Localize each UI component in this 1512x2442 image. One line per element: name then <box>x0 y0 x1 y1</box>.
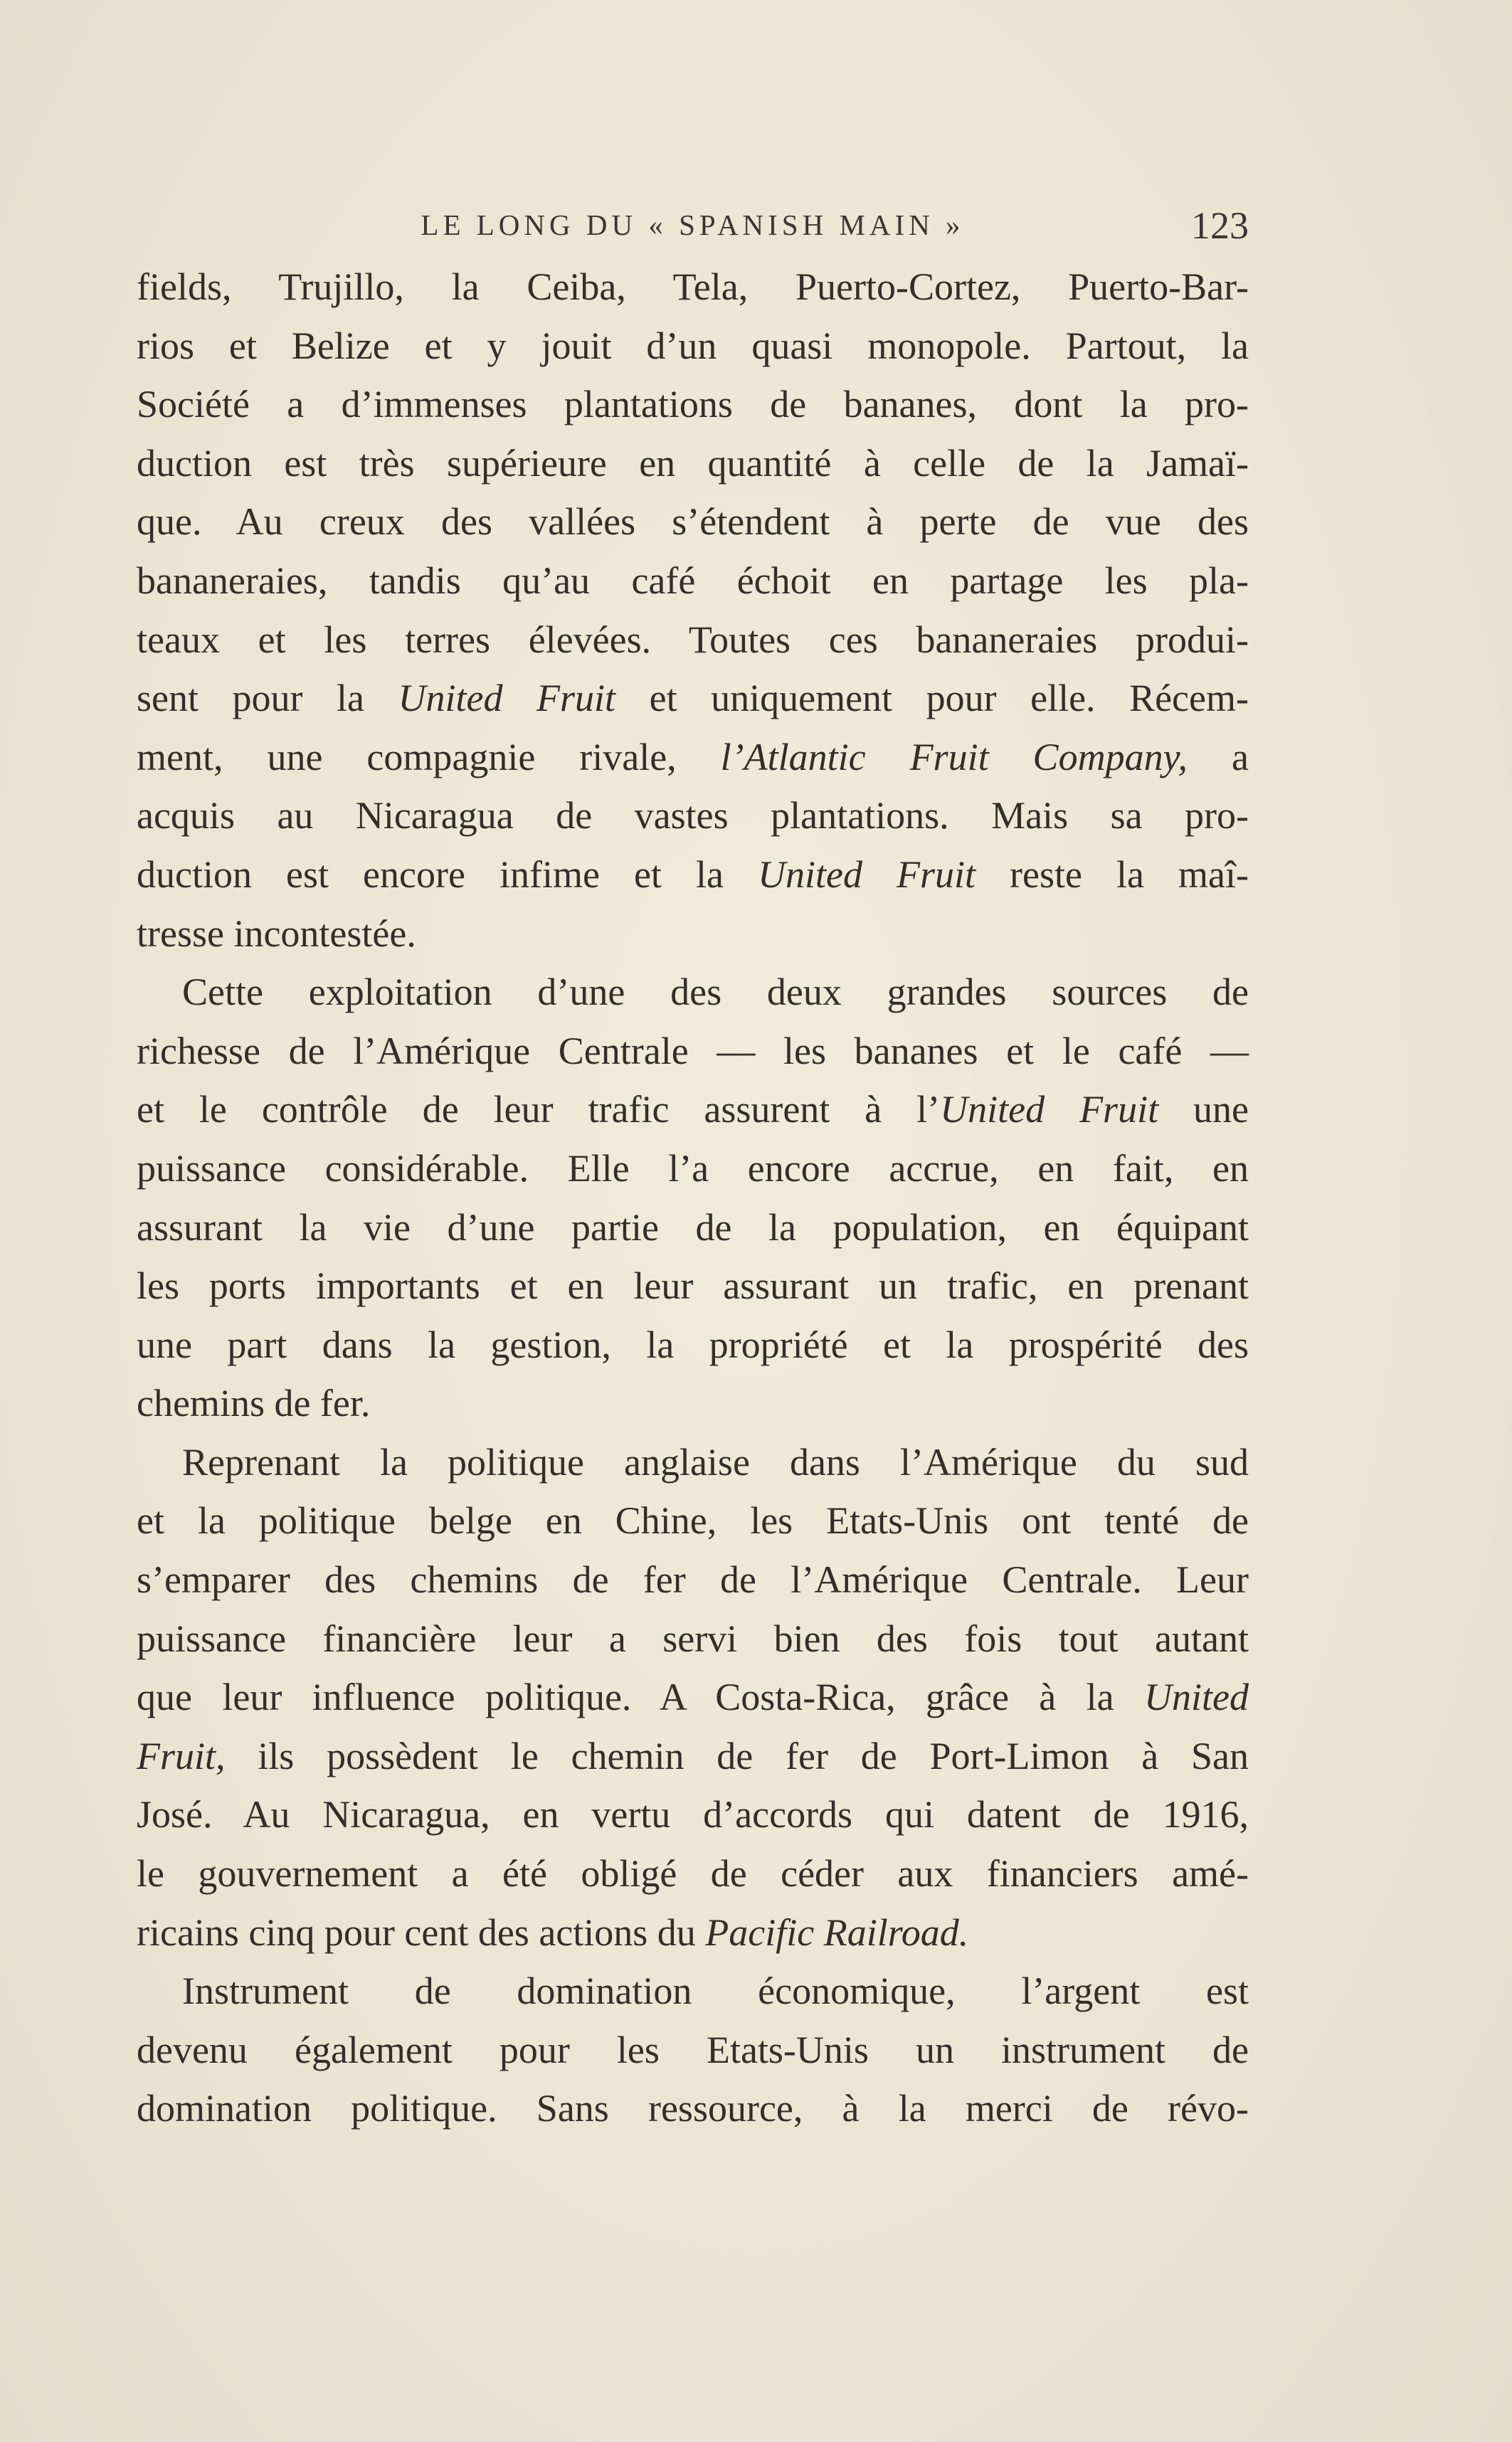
text-segment: et le contrôle de leur trafic assurent à l’ <box>137 1088 941 1131</box>
text-line <box>137 2021 1249 2080</box>
text-line <box>137 786 1249 845</box>
text-line <box>137 1844 1249 1903</box>
italic-text: Pacific Railroad. <box>705 1910 969 1954</box>
text-line <box>137 2079 1249 2138</box>
text-line <box>137 1080 1249 1139</box>
text-segment: chemins de fer. <box>137 1382 371 1425</box>
text-segment: ils possèdent le chemin de fer de Port-Limon à San <box>225 1734 1249 1777</box>
text-line <box>137 728 1249 787</box>
text-segment: Reprenant la politique anglaise dans l’Amérique du sud <box>182 1440 1249 1484</box>
text-line <box>137 1727 1249 1786</box>
text-segment: que. Au creux des vallées s’étendent à perte de vue des <box>137 500 1249 544</box>
text-segment: sent pour la <box>137 677 398 720</box>
text-segment: Instrument de domination économique, l’argent est <box>182 1970 1249 2013</box>
text-segment: et uniquement pour elle. Récem- <box>615 677 1249 720</box>
text-segment: une part dans la gestion, la propriété et la prospérité des <box>137 1323 1249 1366</box>
text-line <box>137 1316 1249 1375</box>
text-line <box>137 1610 1249 1669</box>
text-segment: acquis au Nicaragua de vastes plantations. Mais sa pro- <box>137 794 1249 837</box>
text-line <box>137 1139 1249 1198</box>
italic-text: United Fruit <box>940 1088 1159 1131</box>
text-segment: domination politique. Sans ressource, à la merci de révo- <box>137 2087 1249 2130</box>
text-line <box>137 1374 1249 1433</box>
text-line <box>137 434 1249 493</box>
text-segment: tresse incontestée. <box>137 911 416 955</box>
text-segment: et la politique belge en Chine, les Etats-Unis ont tenté de <box>137 1499 1249 1543</box>
text-segment: devenu également pour les Etats-Unis un instrument de <box>137 2028 1249 2071</box>
text-line <box>137 1198 1249 1257</box>
text-segment: fields, Trujillo, la Ceiba, Tela, Puerto-Cortez, Puerto-Bar- <box>137 265 1249 308</box>
text-segment: teaux et les terres élevées. Toutes ces bananeraies produi- <box>137 618 1249 661</box>
text-line <box>137 1491 1249 1550</box>
text-line <box>137 963 1249 1022</box>
text-line <box>137 610 1249 670</box>
text-segment: richesse de l’Amérique Centrale — les bananes et le café — <box>137 1029 1249 1072</box>
running-head <box>137 204 1249 253</box>
text-line <box>137 1022 1249 1081</box>
text-segment: Cette exploitation d’une des deux grandes sources de <box>182 971 1249 1014</box>
running-title: LE LONG DU « SPANISH MAIN » <box>421 208 965 241</box>
italic-text: United Fruit <box>757 852 976 896</box>
text-segment: rios et Belize et y jouit d’un quasi monopole. Partout, la <box>137 324 1249 367</box>
text-line <box>137 492 1249 551</box>
text-segment: Société a d’immenses plantations de bananes, dont la pro- <box>137 383 1249 426</box>
text-line <box>137 1257 1249 1316</box>
italic-text: Fruit, <box>137 1734 226 1777</box>
text-segment: duction est très supérieure en quantité à celle de la Jamaï- <box>137 441 1249 485</box>
text-segment: assurant la vie d’une partie de la population, en équipant <box>137 1205 1249 1249</box>
page-number: 123 <box>1191 204 1249 247</box>
text-segment: a <box>1188 735 1249 778</box>
italic-text: l’Atlantic Fruit Company, <box>720 735 1188 778</box>
text-segment: bananeraies, tandis qu’au café échoit en partage les pla- <box>137 559 1249 602</box>
text-segment: puissance considérable. Elle l’a encore accrue, en fait, en <box>137 1146 1249 1190</box>
text-line <box>137 1903 1249 1962</box>
text-line <box>137 845 1249 904</box>
text-segment: ricains cinq pour cent des actions du <box>137 1910 706 1954</box>
text-line <box>137 904 1249 963</box>
text-segment: le gouvernement a été obligé de céder aux financiers amé- <box>137 1852 1249 1896</box>
text-segment: puissance financière leur a servi bien des fois tout autant <box>137 1617 1249 1660</box>
text-segment: les ports importants et en leur assurant un trafic, en prenant <box>137 1264 1249 1308</box>
text-segment: s’emparer des chemins de fer de l’Amérique Centrale. Leur <box>137 1558 1249 1602</box>
text-line <box>137 375 1249 434</box>
text-line <box>137 1785 1249 1844</box>
text-line <box>137 669 1249 728</box>
text-line <box>137 258 1249 317</box>
text-line <box>137 1550 1249 1610</box>
text-line <box>137 1962 1249 2021</box>
text-segment: ment, une compagnie rivale, <box>137 735 721 778</box>
text-segment: une <box>1158 1088 1249 1131</box>
italic-text: United Fruit <box>398 677 616 720</box>
text-segment: duction est encore infime et la <box>137 852 758 896</box>
text-line <box>137 551 1249 610</box>
text-segment: reste la maî- <box>976 852 1249 896</box>
text-segment: que leur influence politique. A Costa-Rica, grâce à la <box>137 1676 1145 1719</box>
text-line <box>137 1433 1249 1492</box>
text-line <box>137 1668 1249 1727</box>
text-segment: José. Au Nicaragua, en vertu d’accords qui datent de 1916, <box>137 1793 1249 1836</box>
body-text <box>137 258 1249 2138</box>
text-line <box>137 317 1249 376</box>
italic-text: United <box>1144 1676 1249 1719</box>
